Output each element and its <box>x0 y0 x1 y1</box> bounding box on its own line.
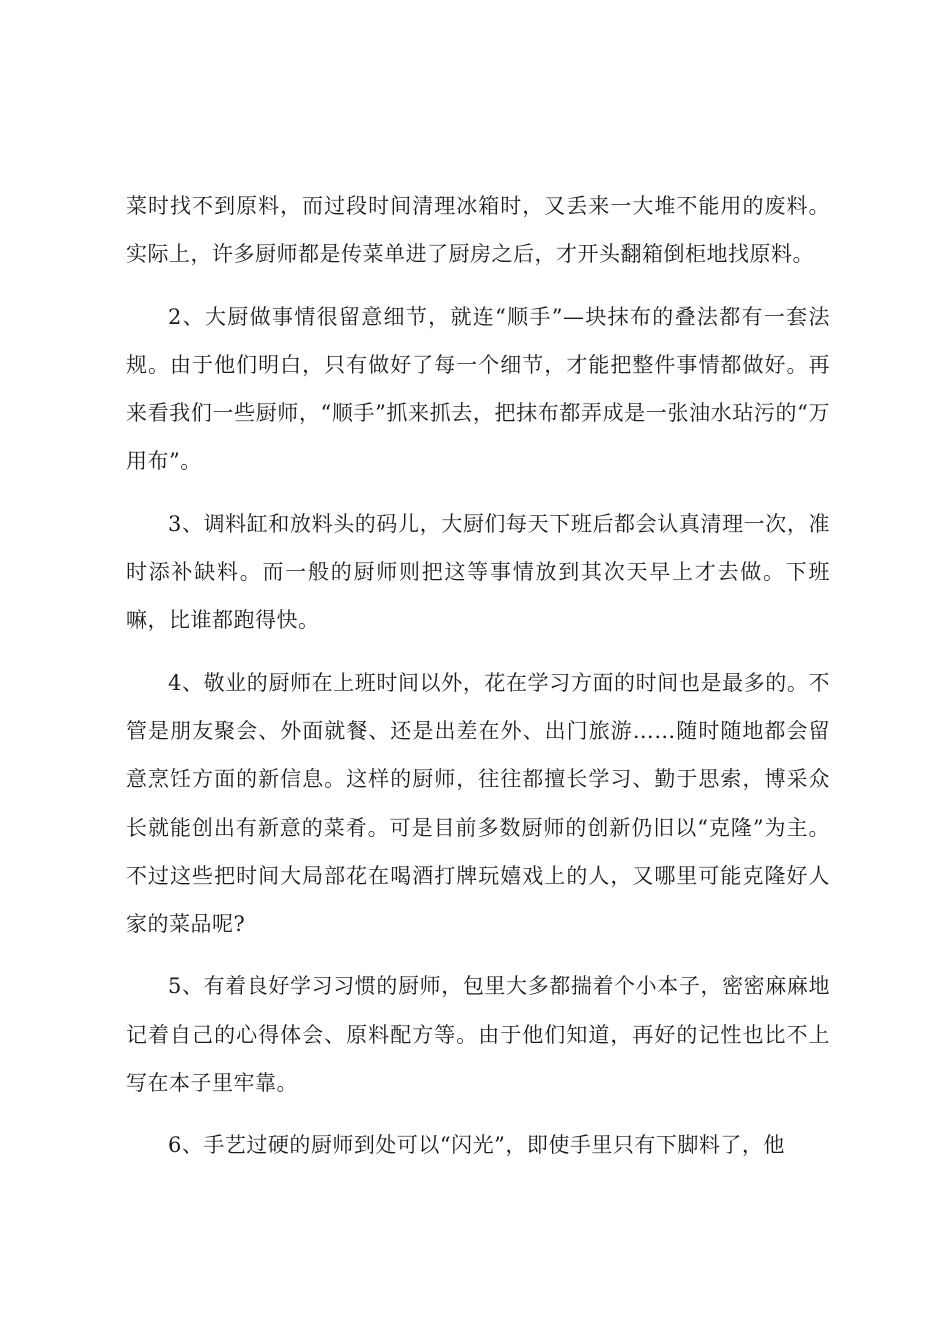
paragraph-item-5: 5、有着良好学习习惯的厨师，包里大多都揣着个小本子，密密麻麻地记着自己的心得体会、原料配方等。由于他们知道，再好的记性也比不上写在本子里牢靠。 <box>126 974 830 1096</box>
paragraph-continuation: 菜时找不到原料，而过段时间清理冰箱时，又丢来一大堆不能用的废料。实际上，许多厨师都是传菜单进了厨房之后，才开头翻箱倒柜地找原料。 <box>126 194 830 267</box>
paragraph-item-3: 3、调料缸和放料头的码儿，大厨们每天下班后都会认真清理一次，准时添补缺料。而一般的厨师则把这等事情放到其次天早上才去做。下班嘛，比谁都跑得快。 <box>126 511 830 633</box>
paragraph-item-2: 2、大厨做事情很留意细节，就连“顺手”—块抹布的叠法都有一套法规。由于他们明白，只有做好了每一个细节，才能把整件事情都做好。再来看我们一些厨师，“顺手”抓来抓去，把抹布都弄成是一张油水玷污的“万用布”。 <box>126 304 830 474</box>
paragraph-item-4: 4、敬业的厨师在上班时间以外，花在学习方面的时间也是最多的。不管是朋友聚会、外面就餐、还是出差在外、出门旅游……随时随地都会留意烹饪方面的新信息。这样的厨师，往往都擅长学习、勤于思索，博采众长就能创出有新意的菜肴。可是目前多数厨师的创新仍旧以“克隆”为主。不过这些把时间大局部花在喝酒打牌玩嬉戏上的人，又哪里可能克隆好人家的菜品呢? <box>126 670 830 937</box>
document-body <box>126 182 830 1184</box>
paragraph-item-6: 6、手艺过硬的厨师到处可以“闪光”，即使手里只有下脚料了，他 <box>168 1133 785 1158</box>
